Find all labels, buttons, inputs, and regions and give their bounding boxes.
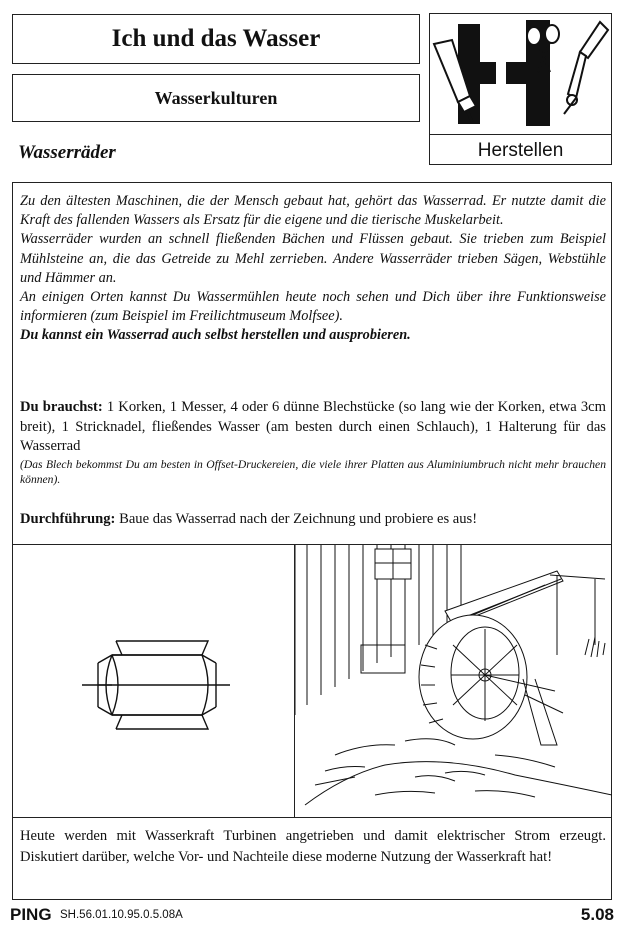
craft-knife-icon	[564, 22, 608, 114]
waterwheel-scene	[295, 545, 612, 817]
page-title: Ich und das Wasser	[111, 25, 321, 52]
footer-brand: PING	[10, 905, 52, 924]
badge-label: Herstellen	[477, 140, 564, 161]
procedure-paragraph	[20, 510, 606, 529]
water-stream	[305, 739, 612, 805]
illustration-row	[12, 544, 612, 818]
page-subtitle: Wasserkulturen	[154, 87, 278, 108]
section-heading: Wasserräder	[18, 142, 116, 163]
badge-divider	[430, 134, 611, 135]
page-number: 5.08	[580, 905, 614, 924]
waterwheel-drawing	[295, 545, 612, 817]
page-footer	[10, 904, 614, 928]
intro-paragraph-3: An einigen Orten kannst Du Wassermühlen heute noch sehen und Dich über ihre Funktionsweise informieren (zum Beispiel im Freilichtmuseum Molfsee).	[20, 289, 606, 325]
materials-label: Du brauchst:	[20, 399, 103, 415]
intro-paragraph-1: Zu den ältesten Maschinen, die der Mensch gebaut hat, gehört das Wasserrad. Er nutzte damit die Kraft des fallenden Wassers als Ersatz für die eigene und die tierische Muskelarbeit.	[20, 193, 606, 229]
closing-paragraph: Heute werden mit Wasserkraft Turbinen angetrieben und damit elektrischer Strom erzeugt. Diskutiert darüber, welche Vor- und Nachteile diese moderne Nutzung der Wasserkraft hat!	[20, 828, 606, 865]
waterwheel	[419, 615, 527, 739]
intro-paragraph-2: Wasserräder wurden an schnell fließenden Bächen und Flüssen gebaut. Sie trieben zum Beispiel Mühlsteine an, die das Getreide zu Mehl zerrieben. Andere Wasserräder trieben Sägen, Webstühle und Hämmer an.	[20, 231, 606, 286]
subtitle-box	[12, 74, 420, 122]
materials-note: (Das Blech bekommst Du am besten in Offset-Druckereien, die viele ihrer Platten aus Aluminiumbruch nicht mehr brauchen können).	[20, 458, 606, 486]
intro-callout: Du kannst ein Wasserrad auch selbst herstellen und ausprobieren.	[20, 327, 411, 344]
procedure-label: Durchführung:	[20, 511, 116, 527]
materials-paragraph	[20, 398, 606, 457]
cork-wheel-drawing	[12, 545, 295, 817]
activity-badge	[429, 13, 612, 165]
title-box	[12, 14, 420, 64]
cork-wheel-diagram	[12, 545, 295, 817]
footer-code: SH.56.01.10.95.0.5.08A	[60, 909, 183, 921]
materials-text: 1 Korken, 1 Messer, 4 oder 6 dünne Blechstücke (so lang wie der Korken, etwa 3cm breit), 1 Stricknadel, fließendes Wasser (am besten durch einen Schlauch), 1 Halterung für das Wasserrad	[20, 399, 606, 454]
intro-text	[20, 192, 606, 346]
procedure-text: Baue das Wasserrad nach der Zeichnung und probiere es aus!	[115, 511, 478, 527]
craft-tools-icon	[430, 14, 613, 134]
